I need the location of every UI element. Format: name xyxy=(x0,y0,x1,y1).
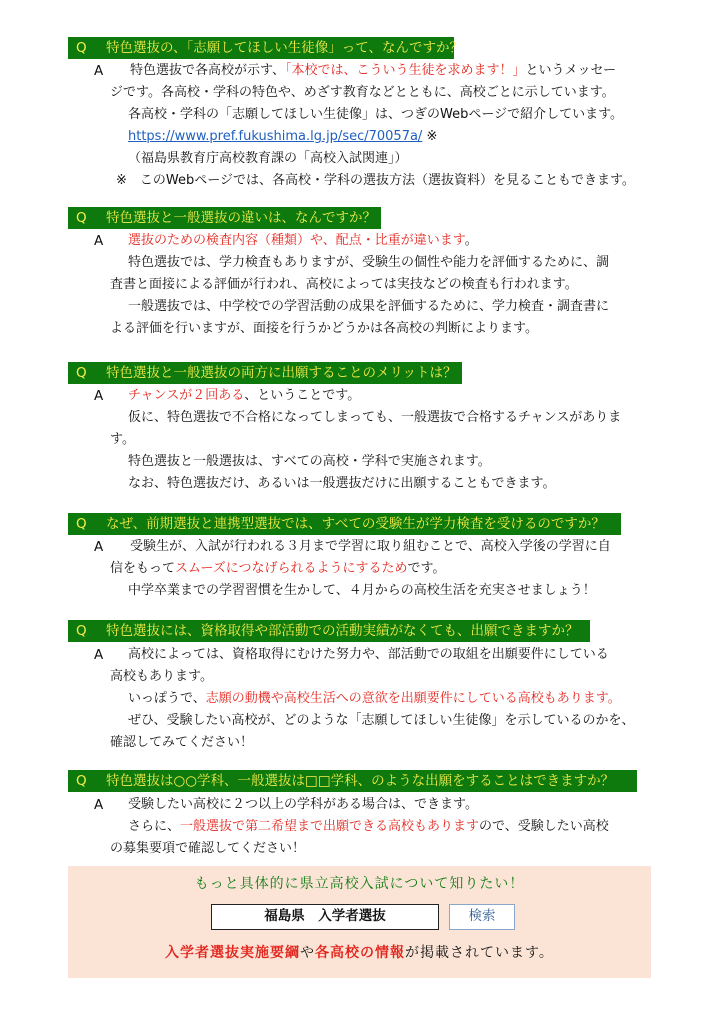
question-text: 特色選抜と一般選抜の両方に出願することのメリットは？ xyxy=(106,365,457,381)
answer-text: です。 xyxy=(407,561,446,576)
answer-text: の募集要項で確認してください！ xyxy=(110,841,306,856)
question-text: 特色選抜と一般選抜の違いは、なんですか？ xyxy=(106,210,376,226)
footer-panel xyxy=(68,866,651,978)
answer-text: 受験したい高校に２つ以上の学科がある場合は、できます。 xyxy=(128,797,478,812)
answer-text: 高校もあります。 xyxy=(110,669,213,684)
answer-line xyxy=(128,252,609,274)
answer-mark: A xyxy=(94,539,104,555)
answer-text: よる評価を行いますが、面接を行うかどうかは各高校の判断によります。 xyxy=(110,321,538,336)
question-bar xyxy=(68,37,463,59)
answer-line xyxy=(116,170,635,192)
answer-highlight: 一般選抜で第二希望まで出願できる高校もあります xyxy=(180,819,480,834)
answer-line xyxy=(110,558,445,580)
question-mark: Q xyxy=(76,210,87,226)
answer-text: なお、特色選抜だけ、あるいは一般選抜だけに出願することもできます。 xyxy=(128,476,556,491)
question-bar xyxy=(68,770,637,792)
answer-line xyxy=(130,60,616,82)
footer-title: もっと具体的に県立高校入試について知りたい！ xyxy=(194,876,525,892)
answer-text: 高校によっては、資格取得にむけた努力や、部活動での取組を出願要件にしている xyxy=(128,647,609,662)
answer-line xyxy=(110,274,578,296)
question-text: 特色選抜には、資格取得や部活動での活動実績がなくても、出願できますか？ xyxy=(106,623,579,639)
note-text: が掲載されています。 xyxy=(405,945,554,961)
answer-text: 確認してみてください！ xyxy=(110,735,254,750)
answer-line xyxy=(110,318,538,340)
answer-line xyxy=(128,473,555,495)
question-text: 特色選抜は○○学科、一般選抜は□□学科、のような出願をすることはできますか？ xyxy=(106,773,615,789)
answer-line xyxy=(110,429,135,451)
answer-line xyxy=(128,816,609,838)
answer-text: というメッセー xyxy=(525,63,616,78)
answer-highlight: 志願の動機や高校生活への意欲を出願要件にしている高校もあります。 xyxy=(205,691,621,706)
answer-text: 特色選抜と一般選抜は、すべての高校・学科で実施されます。 xyxy=(128,454,491,469)
answer-mark: A xyxy=(94,233,104,249)
answer-line xyxy=(128,794,478,816)
answer-text: 各高校・学科の「志願してほしい生徒像」は、つぎのWebページで紹介しています。 xyxy=(128,107,624,122)
answer-line xyxy=(128,710,634,732)
answer-line xyxy=(128,688,621,710)
question-text: 特色選抜の、「志願してほしい生徒像」って、なんですか？ xyxy=(106,40,463,56)
answer-text: ぜひ、受験したい高校が、どのような「志願してほしい生徒像」を示しているのかを、 xyxy=(128,713,635,728)
answer-line xyxy=(128,104,623,126)
question-bar xyxy=(68,620,590,642)
answer-line xyxy=(110,666,213,688)
answer-text: 特色選抜では、学力検査もありますが、受験生の個性や能力を評価するために、調 xyxy=(128,255,610,270)
answer-line xyxy=(128,451,491,473)
answer-mark: A xyxy=(94,388,104,404)
note-highlight: 各高校の情報 xyxy=(315,945,406,961)
question-mark: Q xyxy=(76,773,87,789)
question-text: なぜ、前期選抜と連携型選抜では、すべての受験生が学力検査を受けるのですか？ xyxy=(106,516,605,532)
answer-mark: A xyxy=(94,797,104,813)
question-mark: Q xyxy=(76,365,87,381)
answer-highlight: スムーズにつなげられるようにするため xyxy=(175,561,408,576)
answer-line xyxy=(110,838,305,860)
answer-line xyxy=(130,536,611,558)
answer-text: 。 xyxy=(464,233,478,248)
answer-line xyxy=(110,82,615,104)
answer-line xyxy=(128,385,360,407)
answer-line xyxy=(128,580,596,602)
answer-highlight: 「本校では、こういう生徒を求めます！」 xyxy=(284,63,526,78)
search-input[interactable]: 福島県 入学者選抜 xyxy=(211,904,439,930)
answer-text: 信をもって xyxy=(110,561,176,576)
question-bar xyxy=(68,207,381,229)
answer-text: 中学卒業までの学習習慣を生かして、４月からの高校生活を充実させましょう！ xyxy=(128,583,596,598)
answer-text: （福島県教育庁高校教育課の「高校入試関連」） xyxy=(128,151,408,166)
answer-line xyxy=(128,407,621,429)
answer-text: 、ということです。 xyxy=(244,388,361,403)
answer-line xyxy=(128,126,437,148)
answer-text: す。 xyxy=(110,432,135,447)
answer-highlight: 選抜のための検査内容（種類）や、配点・比重が違います xyxy=(128,233,465,248)
search-button[interactable]: 検索 xyxy=(449,904,515,930)
answer-text: さらに、 xyxy=(128,819,181,834)
question-mark: Q xyxy=(76,516,87,532)
answer-highlight: チャンスが２回ある xyxy=(128,388,245,403)
answer-text: ので、受験したい高校 xyxy=(479,819,609,834)
answer-text: いっぽうで、 xyxy=(128,691,206,706)
answer-mark: A xyxy=(94,647,104,663)
answer-text: 受験生が、入試が行われる３月まで学習に取り組むことで、高校入学後の学習に自 xyxy=(130,539,611,554)
question-mark: Q xyxy=(76,623,87,639)
note-highlight: 入学者選抜実施要綱 xyxy=(165,945,301,961)
answer-line xyxy=(128,644,609,666)
question-mark: Q xyxy=(76,40,87,56)
answer-text: ※ このWebページでは、各高校・学科の選抜方法（選抜資料）を見ることもできます。 xyxy=(116,173,635,188)
answer-line xyxy=(110,732,253,754)
answer-text: 査書と面接による評価が行われ、高校によっては実技などの検査も行われます。 xyxy=(110,277,578,292)
answer-line xyxy=(128,230,478,252)
answer-line xyxy=(128,296,609,318)
note-text: や xyxy=(300,945,316,961)
answer-text: 仮に、特色選抜で不合格になってしまっても、一般選抜で合格するチャンスがありま xyxy=(128,410,622,425)
answer-text: 特色選抜で各高校が示す、 xyxy=(130,63,285,78)
note-mark: ※ xyxy=(422,129,438,144)
answer-text: 一般選抜では、中学校での学習活動の成果を評価するために、学力検査・調査書に xyxy=(128,299,610,314)
answer-mark: A xyxy=(94,63,104,79)
question-bar xyxy=(68,362,462,384)
answer-line xyxy=(128,148,408,170)
footer-note xyxy=(68,942,651,964)
question-bar xyxy=(68,513,621,535)
answer-text: ジです。各高校・学科の特色や、めざす教育などとともに、高校ごとに示しています。 xyxy=(110,85,615,100)
webpage-link[interactable]: https://www.pref.fukushima.lg.jp/sec/70057a/ xyxy=(128,129,423,144)
